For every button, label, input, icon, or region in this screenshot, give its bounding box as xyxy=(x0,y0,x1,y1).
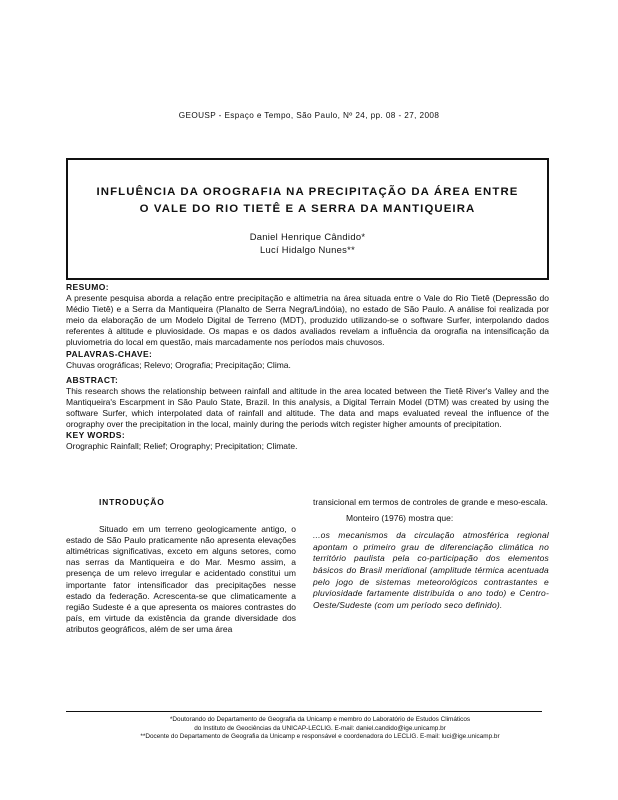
abstract-text: This research shows the relationship between rainfall and altitude in the area located between the Tietê River's Valley and the Mantiqueira's Escarpment in São Paulo State, Brazil. In this analysis, a Digital Terrain Model (DTM) was created by using the software Surfer, which interpolated data of rainfall and altitude. The data and maps evaluated reveal the influence of the orography over the precipitation in the local, mainly during the periods witch register higher amounts of precipitation. xyxy=(66,385,549,430)
authors xyxy=(68,230,547,256)
footnote-1-line-2: do Instituto de Geociências da UNICAP-LECLIG. E-mail: daniel.candido@ige.unicamp.br xyxy=(194,724,446,732)
abstract-heading: ABSTRACT: xyxy=(66,374,119,385)
resumo-heading: RESUMO: xyxy=(66,282,109,292)
journal-header: GEOUSP - Espaço e Tempo, São Paulo, Nº 24, pp. 08 - 27, 2008 xyxy=(178,111,440,120)
palavras-chave-heading: PALAVRAS-CHAVE: xyxy=(66,348,153,359)
title-line-1: INFLUÊNCIA DA OROGRAFIA NA PRECIPITAÇÃO DA ÁREA ENTRE xyxy=(96,186,519,198)
title-box xyxy=(66,158,549,280)
left-column xyxy=(66,497,296,635)
right-paragraph-continuation: transicional em termos de controles de grande e meso-escala. xyxy=(313,497,548,507)
right-paragraph-monteiro: Monteiro (1976) mostra que: xyxy=(346,513,454,524)
footnote-2: **Docente do Departamento de Geografia da Unicamp e responsável e coordenadora do LECLIG. E-mail: luci@ige.unicamp.br xyxy=(140,733,500,741)
author-1: Daniel Henrique Cândido* xyxy=(249,231,366,242)
footnote-divider xyxy=(66,711,542,712)
palavras-chave-text: Chuvas orográficas; Relevo; Orografia; Precipitação; Clima. xyxy=(66,359,291,370)
intro-paragraph: Situado em um terreno geologicamente antigo, o estado de São Paulo praticamente não apresenta elevações altimétricas significativas, exceto em alguns setores, como nas serras da Mantiqueira e do Mar. Mesmo assim, a presença de um relevo irregular e acidentado constitui um importante fator intensificador das precipitações nesse estado da federação. Acrescenta-se que climaticamente a região Sudeste é a que apresenta os maiores contrastes do país, em virtude da existência da grande diversidade dos atributos geográficos, além de ser uma área xyxy=(66,524,296,634)
abstracts-section xyxy=(66,282,549,452)
author-2: Lucí Hidalgo Nunes** xyxy=(259,244,356,255)
footnote-1-line-1: *Doutorando do Departamento de Geografia da Unicamp e membro do Laboratório de Estudos Climáticos xyxy=(169,716,471,723)
resumo-text: A presente pesquisa aborda a relação entre precipitação e altimetria na área situada entre o Vale do Rio Tietê (Depressão do Médio Tietê) e a Serra da Mantiqueira (Planalto de Serra Negra/Lindóia), no estado de São Paulo. A análise foi realizada por meio da elaboração de um Modelo Digital de Terreno (MDT), produzido utilizando-se o software Surfer, interpolando dados referentes à altitude e pluviosidade. Os mapas e os dados avaliados revelam a influência da orografia na intensificação da pluviometria do local em questão, mais marcadamente nos períodos mais chuvosos. xyxy=(66,293,549,348)
right-column xyxy=(313,497,549,611)
keywords-heading: KEY WORDS: xyxy=(66,430,126,441)
block-quote: ...os mecanismos da circulação atmosférica regional apontam o primeiro grau de diferenciação climática no território paulista pela co-participação dos elementos básicos do Brasil meridional (amplitude térmica acentuada pelo jogo de sistemas meteorológicos contrastantes e pluviosidade fartamente distribuída o ano todo) e Centro-Oeste/Sudeste (com um período seco definido). xyxy=(313,530,549,610)
article-title xyxy=(68,184,547,218)
intro-heading: INTRODUÇÃO xyxy=(99,497,165,507)
footnotes xyxy=(120,716,520,742)
title-line-2: O VALE DO RIO TIETÊ E A SERRA DA MANTIQUEIRA xyxy=(139,203,476,215)
keywords-text: Orographic Rainfall; Relief; Orography; Precipitation; Climate. xyxy=(66,441,298,452)
